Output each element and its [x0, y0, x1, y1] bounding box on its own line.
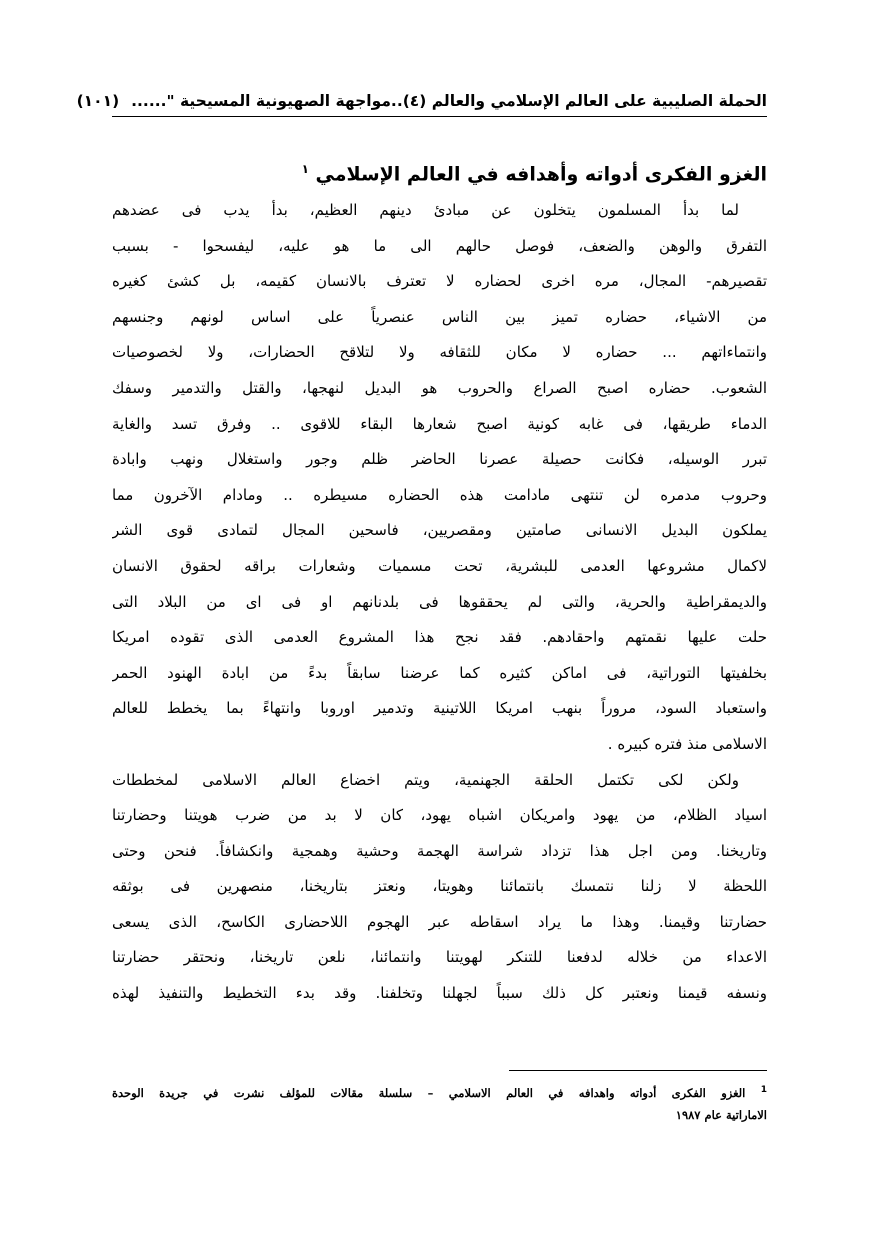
paragraph-line: والديمقراطية والحرية، والتى لم يحققوها فى بلدنانهم او فى اى من البلاد التى [112, 592, 767, 611]
paragraph-line: وتاريخنا. ومن اجل هذا تزداد شراسة الهجمة وحشية وهمجية وانكشافاً. فنحن وحتى [112, 841, 767, 860]
paragraph-line: حضارتنا وقيمنا. وهذا ما يراد اسقاطه عبر الهجوم اللاحضارى الكاسح، الذى يسعى [112, 912, 767, 931]
paragraph-line: بخلفيتها التوراتية، فى اماكن كثيره كما عرضنا سابقاً بدءً من ابادة الهنود الحمر [112, 663, 767, 682]
footnote-separator [509, 1070, 767, 1071]
running-header [76, 88, 767, 117]
footnote-reference[interactable]: ١ [301, 162, 309, 176]
footnote-text: الغزو الفكرى أدواته واهدافه في العالم الاسلامي – سلسلة مقالات للمؤلف نشرت في جريدة الوحدة [112, 1085, 746, 1100]
body-text [112, 193, 767, 1012]
paragraph-line: الاعداء من خلاله لدفعنا للتنكر لهويتنا وانتمائنا، نلعن تاريخنا، ونحتقر حضارتنا [112, 948, 767, 967]
footnote-line [112, 1078, 767, 1103]
paragraph-line: واستعباد السود، مروراً بنهب امريكا اللاتينية وتدمير اوروبا وانتهاءً بما يخطط للعالم [112, 699, 767, 718]
paragraph-line: وحروب مدمره لن تنتهى مادامت هذه الحضاره مسيطره .. ومادام الآخرون مما [112, 485, 767, 504]
paragraph-line: الاسلامى منذ فتره كبيره . [607, 734, 767, 753]
running-title: الحملة الصليبية على العالم الإسلامي والعالم (٤)..مواجهة الصهيونية المسيحية "...... [131, 92, 767, 110]
paragraph-line: ولكن لكى تكتمل الحلقة الجهنمية، ويتم اخضاع العالم الاسلامى لمخططات [112, 770, 739, 789]
paragraph-line: تقصيرهم- المجال، مره اخرى لحضاره لا تعترف بالانسان كقيمه، بل كشئ كغيره [112, 272, 767, 291]
paragraph-line: من الاشياء، حضاره تميز بين الناس عنصرياً على اساس لونهم وجنسهم [112, 307, 767, 326]
paragraph-line: وانتماءاتهم ... حضاره لا مكان للثقافه ولا لتلاقح الحضارات، ولا لخصوصيات [112, 343, 767, 362]
paragraph-line: الشعوب. حضاره اصبح الصراع والحروب هو البديل لنهجها، والقتل والتدمير وسفك [112, 378, 767, 397]
footnote-line: الاماراتية عام ١٩٨٧ [675, 1108, 767, 1122]
footnote-marker: 1 [760, 1085, 767, 1095]
paragraph-line: يملكون البديل الانسانى صامتين ومقصريين، فاسحين المجال لتمادى قوى الشر [112, 521, 767, 540]
paragraph-line: اسياد الظلام، من يهود وامريكان اشباه يهود، كان لا بد من ضرب هويتنا وحضارتنا [112, 806, 767, 825]
paragraph-line: لما بدأ المسلمون يتخلون عن مبادئ دينهم العظيم، بدأ يدب فى عضدهم [112, 201, 739, 219]
paragraph-line: تبرر الوسيله، فكانت حصيلة عصرنا الحاضر ظلم وجور واستغلال ونهب وابادة [112, 450, 767, 469]
section-title [112, 152, 767, 191]
paragraph-line: حلت عليها نقمتهم واحقادهم. فقد نجح هذا المشروع العدمى الذى تقوده امريكا [112, 628, 767, 647]
footnote [112, 1078, 767, 1128]
paragraph-line: اللحظة لا زلنا نتمسك بانتمائنا وهويتا، ونعتز بتاريخنا، منصهرين فى بوثقه [112, 877, 767, 896]
paragraph-line: لاكمال مشروعها العدمى للبشرية، تحت مسميات وشعارات براقه لحقوق الانسان [112, 556, 767, 575]
section-title-text: الغزو الفكرى أدواته وأهدافه في العالم الإسلامي [315, 163, 767, 186]
paragraph-line: الدماء طريقها، فى غابه كونية اصبح شعارها البقاء للاقوى .. وفرق تسد والغاية [112, 414, 767, 433]
paragraph-line: ونسفه قيمنا ونعتبر كل ذلك سبباً لجهلنا وتخلفنا. وقد بدء التخطيط والتنفيذ لهذه [112, 984, 767, 1003]
paragraph-line: التفرق والوهن والضعف، فوصل حالهم الى ما هو عليه، ليفسحوا - بسبب [112, 236, 767, 255]
page-number: (١٠١) [76, 92, 120, 110]
